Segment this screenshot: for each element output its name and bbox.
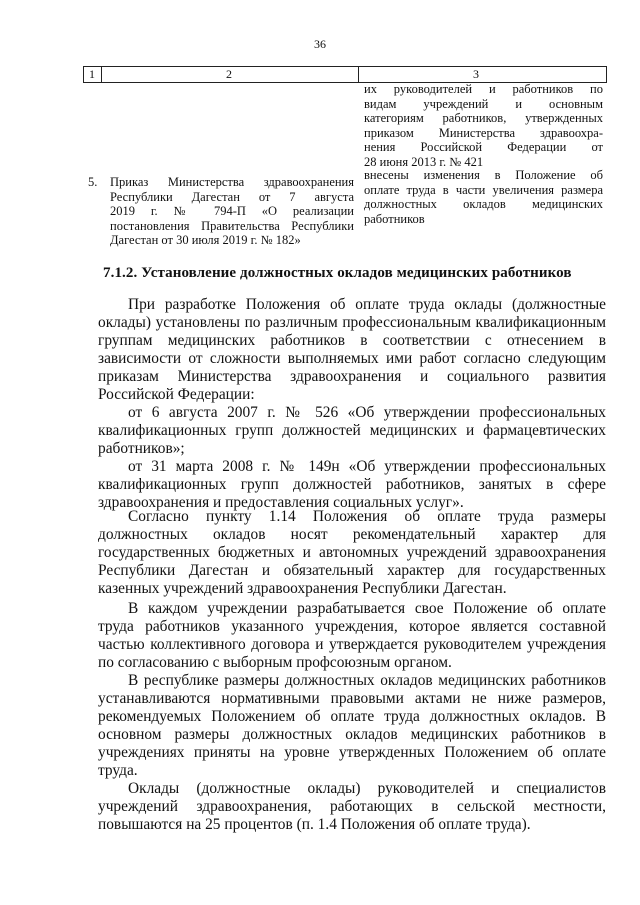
paragraph-line: повышаются на 25 процентов (п. 1.4 Положения об оплате труда). [98,816,531,833]
table-header-col3: 3 [473,67,479,81]
table-row5-col3 [364,168,603,226]
paragraph-3 [98,458,606,512]
table-top-border [83,66,607,67]
table-cell-line: внесены изменения в Положение об [364,168,603,182]
section-heading: 7.1.2. Установление должностных окладов медицинских работников [103,265,572,281]
table-cell-line: 2019 г. № 794-П «О реализации [110,204,354,218]
column-divider-2 [358,66,359,83]
paragraph-line: государственных бюджетных и автономных учреждений здравоохранения [98,544,606,561]
paragraph-line: квалификационных групп должностей работников, занятых в сфере [98,476,606,493]
paragraph-line: должностных окладов носят рекомендательный характер для [98,526,606,543]
paragraph-line: приказам Министерства здравоохранения и социального развития [98,368,606,385]
paragraph-line: группам медицинских работников в соответствии с отнесением в [98,332,606,349]
table-cell-line: приказом Министерства здравоохра- [364,125,603,140]
page-number: 36 [314,37,326,51]
table-left-border [83,66,84,83]
paragraph-line: казенных учреждений здравоохранения Республики Дагестан. [98,580,507,597]
table-cell-line: должностных окладов медицинских [364,197,603,211]
paragraph-line: рекомендуемых Положением об оплате труда должностных окладов. В [98,708,606,725]
paragraph-line: Оклады (должностные оклады) руководителей и специалистов [128,780,606,797]
paragraph-line: по согласованию с выборным профсоюзным органом. [98,654,452,671]
paragraph-1 [98,296,606,404]
paragraph-line: зависимости от сложности выполняемых ими работ согласно следующим [98,350,606,367]
paragraph-6 [98,672,606,780]
table-cell-prev-row-col3 [364,82,603,169]
paragraph-line: основном размеры должностных окладов медицинских работников в [98,726,606,743]
table-header-col2: 2 [226,67,232,81]
table-cell-line: Дагестан от 30 июля 2019 г. № 182» [110,233,301,247]
table-cell-line: нения Российской Федерации от [364,140,603,154]
paragraph-line: от 31 марта 2008 г. № 149н «Об утверждении профессиональных [128,458,606,475]
table-row5-number: 5. [88,175,98,189]
table-cell-line: видам учреждений и основным [364,96,603,111]
paragraph-5 [98,600,606,672]
table-cell-line: категориям работников, утвержденных [364,111,603,125]
table-cell-line: их руководителей и работников по [364,82,603,96]
table-cell-line: 28 июня 2013 г. № 421 [364,154,484,169]
table-cell-line: Республики Дагестан от 7 августа [110,189,354,204]
paragraph-line: Российской Федерации: [98,386,255,403]
paragraph-line: учреждений здравоохранения, работающих в сельской местности, [98,798,606,815]
table-right-border [606,66,607,83]
table-cell-line: работников [364,211,425,226]
paragraph-line: В республике размеры должностных окладов медицинских работников [128,672,606,689]
paragraph-line: При разработке Положения об оплате труда оклады (должностные [128,296,606,313]
paragraph-line: здравоохранения и предоставления социальных услуг». [98,494,464,511]
paragraph-line: учреждениях приняты на уровне утвержденных Положением об оплате [98,744,606,761]
paragraph-line: труда работников указанного учреждения, которое является составной [98,618,606,635]
paragraph-7 [98,780,606,834]
paragraph-line: труда. [98,762,138,779]
table-row5-col2 [110,175,354,248]
paragraph-line: устанавливаются нормативными правовыми актами не ниже размеров, [98,690,606,707]
paragraph-2 [98,404,606,458]
table-cell-line: Приказ Министерства здравоохранения [110,175,354,189]
paragraph-line: В каждом учреждении разрабатывается свое Положение об оплате [128,600,606,617]
paragraph-line: работников»; [98,440,185,457]
column-divider-1 [101,66,102,83]
table-header-col1: 1 [89,67,95,81]
paragraph-line: частью коллективного договора и утверждается руководителем учреждения [98,636,606,653]
paragraph-line: оклады) установлены по различным профессиональным квалификационным [98,314,606,331]
paragraph-4 [98,508,606,598]
table-cell-line: оплате труда в части увеличения размера [364,182,603,197]
paragraph-line: Согласно пункту 1.14 Положения об оплате труда размеры [128,508,606,525]
paragraph-line: от 6 августа 2007 г. № 526 «Об утверждении профессиональных [128,404,606,421]
table-cell-line: постановления Правительства Республики [110,218,354,233]
paragraph-line: квалификационных групп должностей медицинских и фармацевтических [98,422,606,439]
paragraph-line: Республики Дагестан и обязательный характер для государственных [98,562,606,579]
